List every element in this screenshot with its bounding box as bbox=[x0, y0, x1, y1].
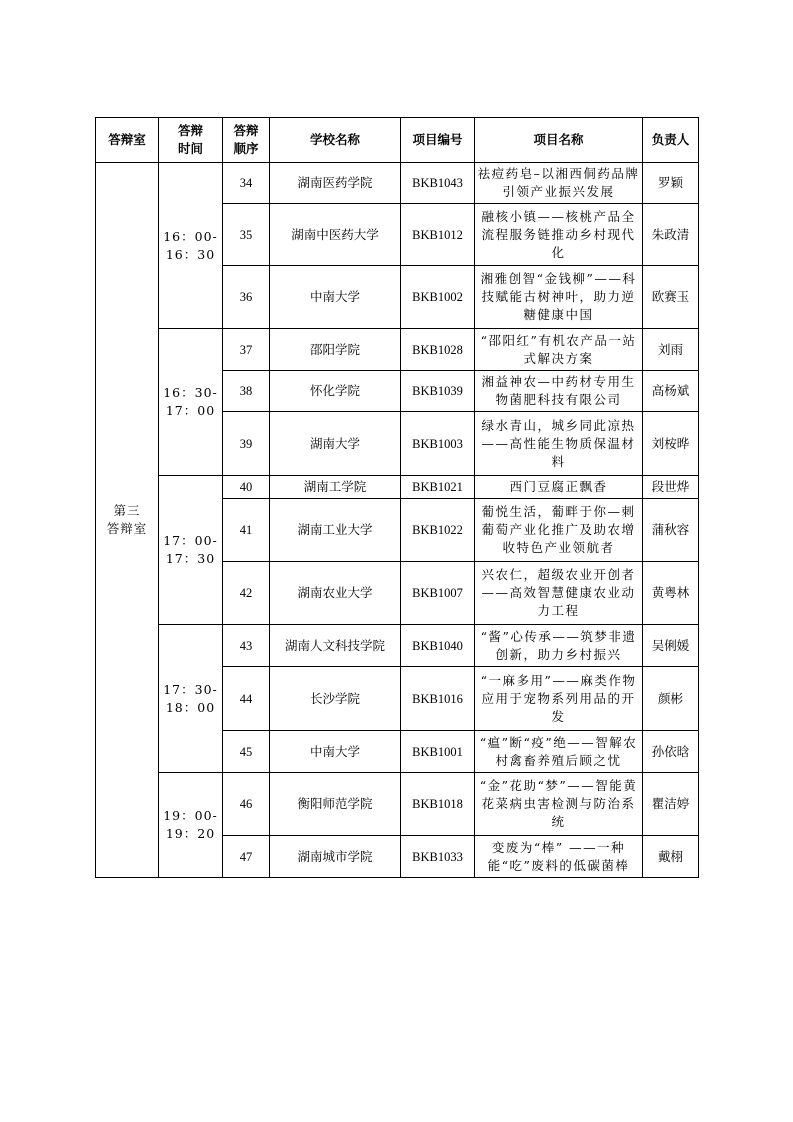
leader-cell: 段世烨 bbox=[643, 476, 699, 499]
project-cell: 融核小镇——核桃产品全流程服务链推动乡村现代化 bbox=[475, 204, 643, 266]
defense-schedule-table bbox=[95, 117, 699, 878]
school-cell: 衡阳师范学院 bbox=[270, 773, 401, 836]
project-cell: 西门豆腐正飘香 bbox=[475, 476, 643, 499]
project-cell: 湘益神农—中药材专用生物菌肥科技有限公司 bbox=[475, 371, 643, 412]
project-cell: “酱”心传承——筑梦非遗创新，助力乡村振兴 bbox=[475, 625, 643, 667]
project-cell: 葡悦生活，葡畔于你—刺葡萄产业化推广及助农增收特色产业领航者 bbox=[475, 499, 643, 562]
leader-cell: 瞿洁婷 bbox=[643, 773, 699, 836]
school-cell: 湖南人文科技学院 bbox=[270, 625, 401, 667]
order-cell: 41 bbox=[223, 499, 270, 562]
header-school: 学校名称 bbox=[270, 118, 401, 163]
table-row bbox=[96, 329, 699, 371]
project-cell: “邵阳红”有机农产品一站式解决方案 bbox=[475, 329, 643, 371]
school-cell: 湖南大学 bbox=[270, 412, 401, 476]
code-cell: BKB1001 bbox=[401, 731, 475, 773]
code-cell: BKB1028 bbox=[401, 329, 475, 371]
code-cell: BKB1002 bbox=[401, 266, 475, 329]
order-cell: 42 bbox=[223, 562, 270, 625]
leader-cell: 朱政清 bbox=[643, 204, 699, 266]
code-cell: BKB1039 bbox=[401, 371, 475, 412]
header-project: 项目名称 bbox=[475, 118, 643, 163]
leader-cell: 刘桉晔 bbox=[643, 412, 699, 476]
code-cell: BKB1040 bbox=[401, 625, 475, 667]
code-cell: BKB1033 bbox=[401, 836, 475, 878]
school-cell: 中南大学 bbox=[270, 266, 401, 329]
project-cell: “金”花助“梦”——智能黄花菜病虫害检测与防治系统 bbox=[475, 773, 643, 836]
school-cell: 中南大学 bbox=[270, 731, 401, 773]
time-slot-cell: 17：00- 17：30 bbox=[159, 476, 223, 625]
leader-cell: 罗颖 bbox=[643, 163, 699, 204]
leader-cell: 欧赛玉 bbox=[643, 266, 699, 329]
leader-cell: 高杨斌 bbox=[643, 371, 699, 412]
table-row bbox=[96, 476, 699, 499]
order-cell: 39 bbox=[223, 412, 270, 476]
order-cell: 40 bbox=[223, 476, 270, 499]
order-cell: 34 bbox=[223, 163, 270, 204]
header-room: 答辩室 bbox=[96, 118, 159, 163]
project-cell: “瘟”断“疫”绝——智解农村禽畜养殖后顾之忧 bbox=[475, 731, 643, 773]
order-cell: 46 bbox=[223, 773, 270, 836]
school-cell: 湖南工学院 bbox=[270, 476, 401, 499]
leader-cell: 蒲秋容 bbox=[643, 499, 699, 562]
code-cell: BKB1022 bbox=[401, 499, 475, 562]
order-cell: 35 bbox=[223, 204, 270, 266]
leader-cell: 孙依晗 bbox=[643, 731, 699, 773]
project-cell: 湘雅创智“金钱柳”——科技赋能古树神叶，助力逆糖健康中国 bbox=[475, 266, 643, 329]
project-cell: 变废为“棒” ——一种能“吃”废料的低碳菌棒 bbox=[475, 836, 643, 878]
time-slot-cell: 16：00- 16：30 bbox=[159, 163, 223, 329]
order-cell: 47 bbox=[223, 836, 270, 878]
leader-cell: 吴俐媛 bbox=[643, 625, 699, 667]
table-row bbox=[96, 163, 699, 204]
code-cell: BKB1018 bbox=[401, 773, 475, 836]
order-cell: 37 bbox=[223, 329, 270, 371]
code-cell: BKB1043 bbox=[401, 163, 475, 204]
code-cell: BKB1012 bbox=[401, 204, 475, 266]
school-cell: 长沙学院 bbox=[270, 667, 401, 731]
table-header-row bbox=[96, 118, 699, 163]
school-cell: 湖南工业大学 bbox=[270, 499, 401, 562]
school-cell: 湖南医药学院 bbox=[270, 163, 401, 204]
school-cell: 湖南中医药大学 bbox=[270, 204, 401, 266]
time-slot-cell: 16：30- 17：00 bbox=[159, 329, 223, 476]
code-cell: BKB1003 bbox=[401, 412, 475, 476]
table-row bbox=[96, 625, 699, 667]
project-cell: “一麻多用”——麻类作物应用于宠物系列用品的开发 bbox=[475, 667, 643, 731]
project-cell: 绿水青山，城乡同此凉热——高性能生物质保温材料 bbox=[475, 412, 643, 476]
leader-cell: 刘雨 bbox=[643, 329, 699, 371]
leader-cell: 黄粤林 bbox=[643, 562, 699, 625]
order-cell: 38 bbox=[223, 371, 270, 412]
room-cell: 第三 答辩室 bbox=[96, 163, 159, 878]
code-cell: BKB1007 bbox=[401, 562, 475, 625]
school-cell: 湖南农业大学 bbox=[270, 562, 401, 625]
project-cell: 兴农仁，超级农业开创者——高效智慧健康农业动力工程 bbox=[475, 562, 643, 625]
order-cell: 45 bbox=[223, 731, 270, 773]
header-time: 答辩 时间 bbox=[159, 118, 223, 163]
leader-cell: 颜彬 bbox=[643, 667, 699, 731]
school-cell: 怀化学院 bbox=[270, 371, 401, 412]
order-cell: 43 bbox=[223, 625, 270, 667]
table-row bbox=[96, 773, 699, 836]
header-code: 项目编号 bbox=[401, 118, 475, 163]
code-cell: BKB1016 bbox=[401, 667, 475, 731]
code-cell: BKB1021 bbox=[401, 476, 475, 499]
order-cell: 36 bbox=[223, 266, 270, 329]
order-cell: 44 bbox=[223, 667, 270, 731]
project-cell: 祛痘药皂–以湘西侗药品牌引领产业振兴发展 bbox=[475, 163, 643, 204]
school-cell: 邵阳学院 bbox=[270, 329, 401, 371]
school-cell: 湖南城市学院 bbox=[270, 836, 401, 878]
header-leader: 负责人 bbox=[643, 118, 699, 163]
header-order: 答辩 顺序 bbox=[223, 118, 270, 163]
leader-cell: 戴栩 bbox=[643, 836, 699, 878]
time-slot-cell: 19：00- 19：20 bbox=[159, 773, 223, 878]
time-slot-cell: 17：30- 18：00 bbox=[159, 625, 223, 773]
